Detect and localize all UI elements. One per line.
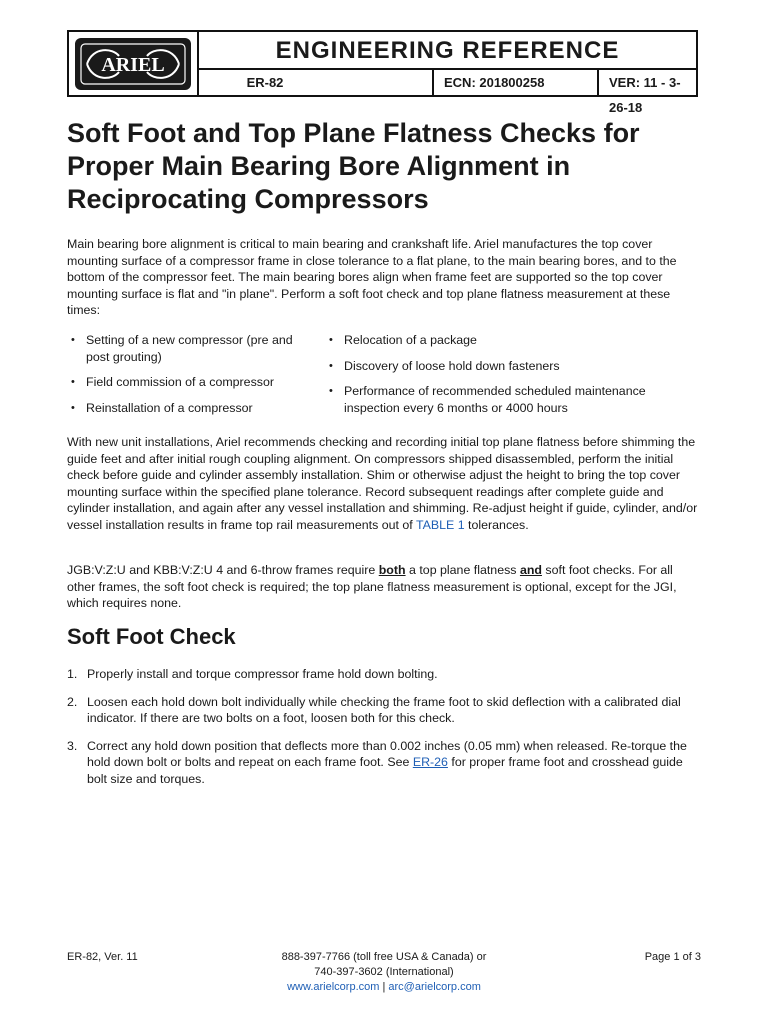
header-meta-row [199, 70, 696, 115]
bullet-list-left [67, 332, 317, 425]
paragraph-text: soft foot checks. For all other frames, the soft foot check is required; the top plane flatness measurement is optional, except for the JGI, which requires none. [67, 563, 677, 610]
intro-paragraph: Main bearing bore alignment is critical to main bearing and crankshaft life. Ariel manufactures the top cover mounting surface of a compressor frame in close tolerance to a flat plane, to the main bearing bores, and to the bottom of the compressor feet. The main bearing bores align when frame feet are supported so the top cover mounting surface is flat and "in plane". Perform a soft foot check and top plane flatness measurement at these times: [67, 237, 677, 317]
table-1-link[interactable]: TABLE 1 [415, 517, 465, 532]
step-item [67, 666, 703, 683]
email-link[interactable]: arc@arielcorp.com [388, 981, 481, 993]
version-cell [599, 70, 696, 115]
step-number: 2. [67, 694, 78, 709]
footer-links [200, 980, 568, 995]
step-text-end: for proper frame foot and crosshead guide bolt size and torques. [87, 755, 683, 786]
footer-separator: | [379, 981, 389, 993]
ecn-cell [434, 70, 599, 95]
bullet-list-right [325, 332, 700, 425]
step-item [67, 738, 703, 788]
list-item: • Performance of recommended scheduled maintenance inspection every 6 months or 4000 hours [325, 383, 700, 416]
website-link[interactable]: www.arielcorp.com [287, 981, 380, 993]
paragraph-text: With new unit installations, Ariel recommends checking and recording initial top plane flatness before shimming the guide feet and after initial rough coupling alignment. On compressors shipped disassembled, perform the initial check before guide and cylinder assembly installation. Shim or otherwise adjust the height to bring the top cover mounting surface within the specified plane tolerance. Record subsequent readings after complete guide and cylinder installation, and again after any vessel installation and shimming. Re-adjust height if guide, cylinder, and/or vessel installation results in frame top rail measurements out of [67, 435, 698, 532]
installation-paragraph [67, 434, 701, 533]
paragraph-end: tolerances. [464, 517, 529, 532]
ariel-logo [69, 32, 199, 95]
section-heading: Soft Foot Check [67, 624, 236, 649]
list-item: • Reinstallation of a compressor [67, 400, 317, 417]
step-text: Loosen each hold down bolt individually while checking the frame foot to skid deflection with a calibrated dial indicator. If there are two bolts on a foot, loosen both for this check. [87, 694, 681, 725]
logo-text: ARIEL [101, 54, 165, 76]
list-item: • Discovery of loose hold down fasteners [325, 358, 700, 375]
footer-doc-version: ER-82, Ver. 11 [67, 951, 138, 963]
ecn: ECN: 201800258 [444, 75, 545, 90]
frames-paragraph [67, 562, 701, 612]
list-item: • Field commission of a compressor [67, 374, 317, 391]
paragraph-text: a top plane flatness [405, 563, 520, 577]
step-text: Properly install and torque compressor frame hold down bolting. [87, 667, 438, 681]
step-item [67, 694, 703, 727]
step-number: 1. [67, 667, 78, 681]
step-text: Correct any hold down position that deflects more than 0.002 inches (0.05 mm) when released. Re-torque the hold down bolt or bolts and repeat on each frame foot. See [87, 738, 687, 769]
er-26-link[interactable]: ER-26 [412, 755, 448, 769]
soft-foot-steps [67, 666, 703, 798]
header-title: ENGINEERING REFERENCE [199, 32, 696, 70]
step-number: 3. [67, 738, 78, 753]
emphasis-both: both [378, 563, 406, 577]
doc-number-cell [199, 70, 434, 95]
document-header [67, 30, 698, 115]
paragraph-text: JGB:V:Z:U and KBB:V:Z:U 4 and 6-throw frames require [67, 563, 379, 577]
list-item: • Relocation of a package [325, 332, 700, 349]
document-title: Soft Foot and Top Plane Flatness Checks for Proper Main Bearing Bore Alignment in Reciprocating Compressors [67, 118, 640, 214]
version: VER: 11 - 3-26-18 [609, 75, 681, 115]
footer-contact [200, 950, 568, 995]
doc-number: ER-82 [246, 75, 284, 90]
footer-phone-international: 740-397-3602 (International) [314, 966, 454, 978]
list-item: • Setting of a new compressor (pre and post grouting) [67, 332, 317, 365]
footer-page-number: Page 1 of 3 [644, 951, 701, 963]
footer-phone-tollfree: 888-397-7766 (toll free USA & Canada) or [281, 951, 487, 963]
emphasis-and: and [519, 563, 542, 577]
